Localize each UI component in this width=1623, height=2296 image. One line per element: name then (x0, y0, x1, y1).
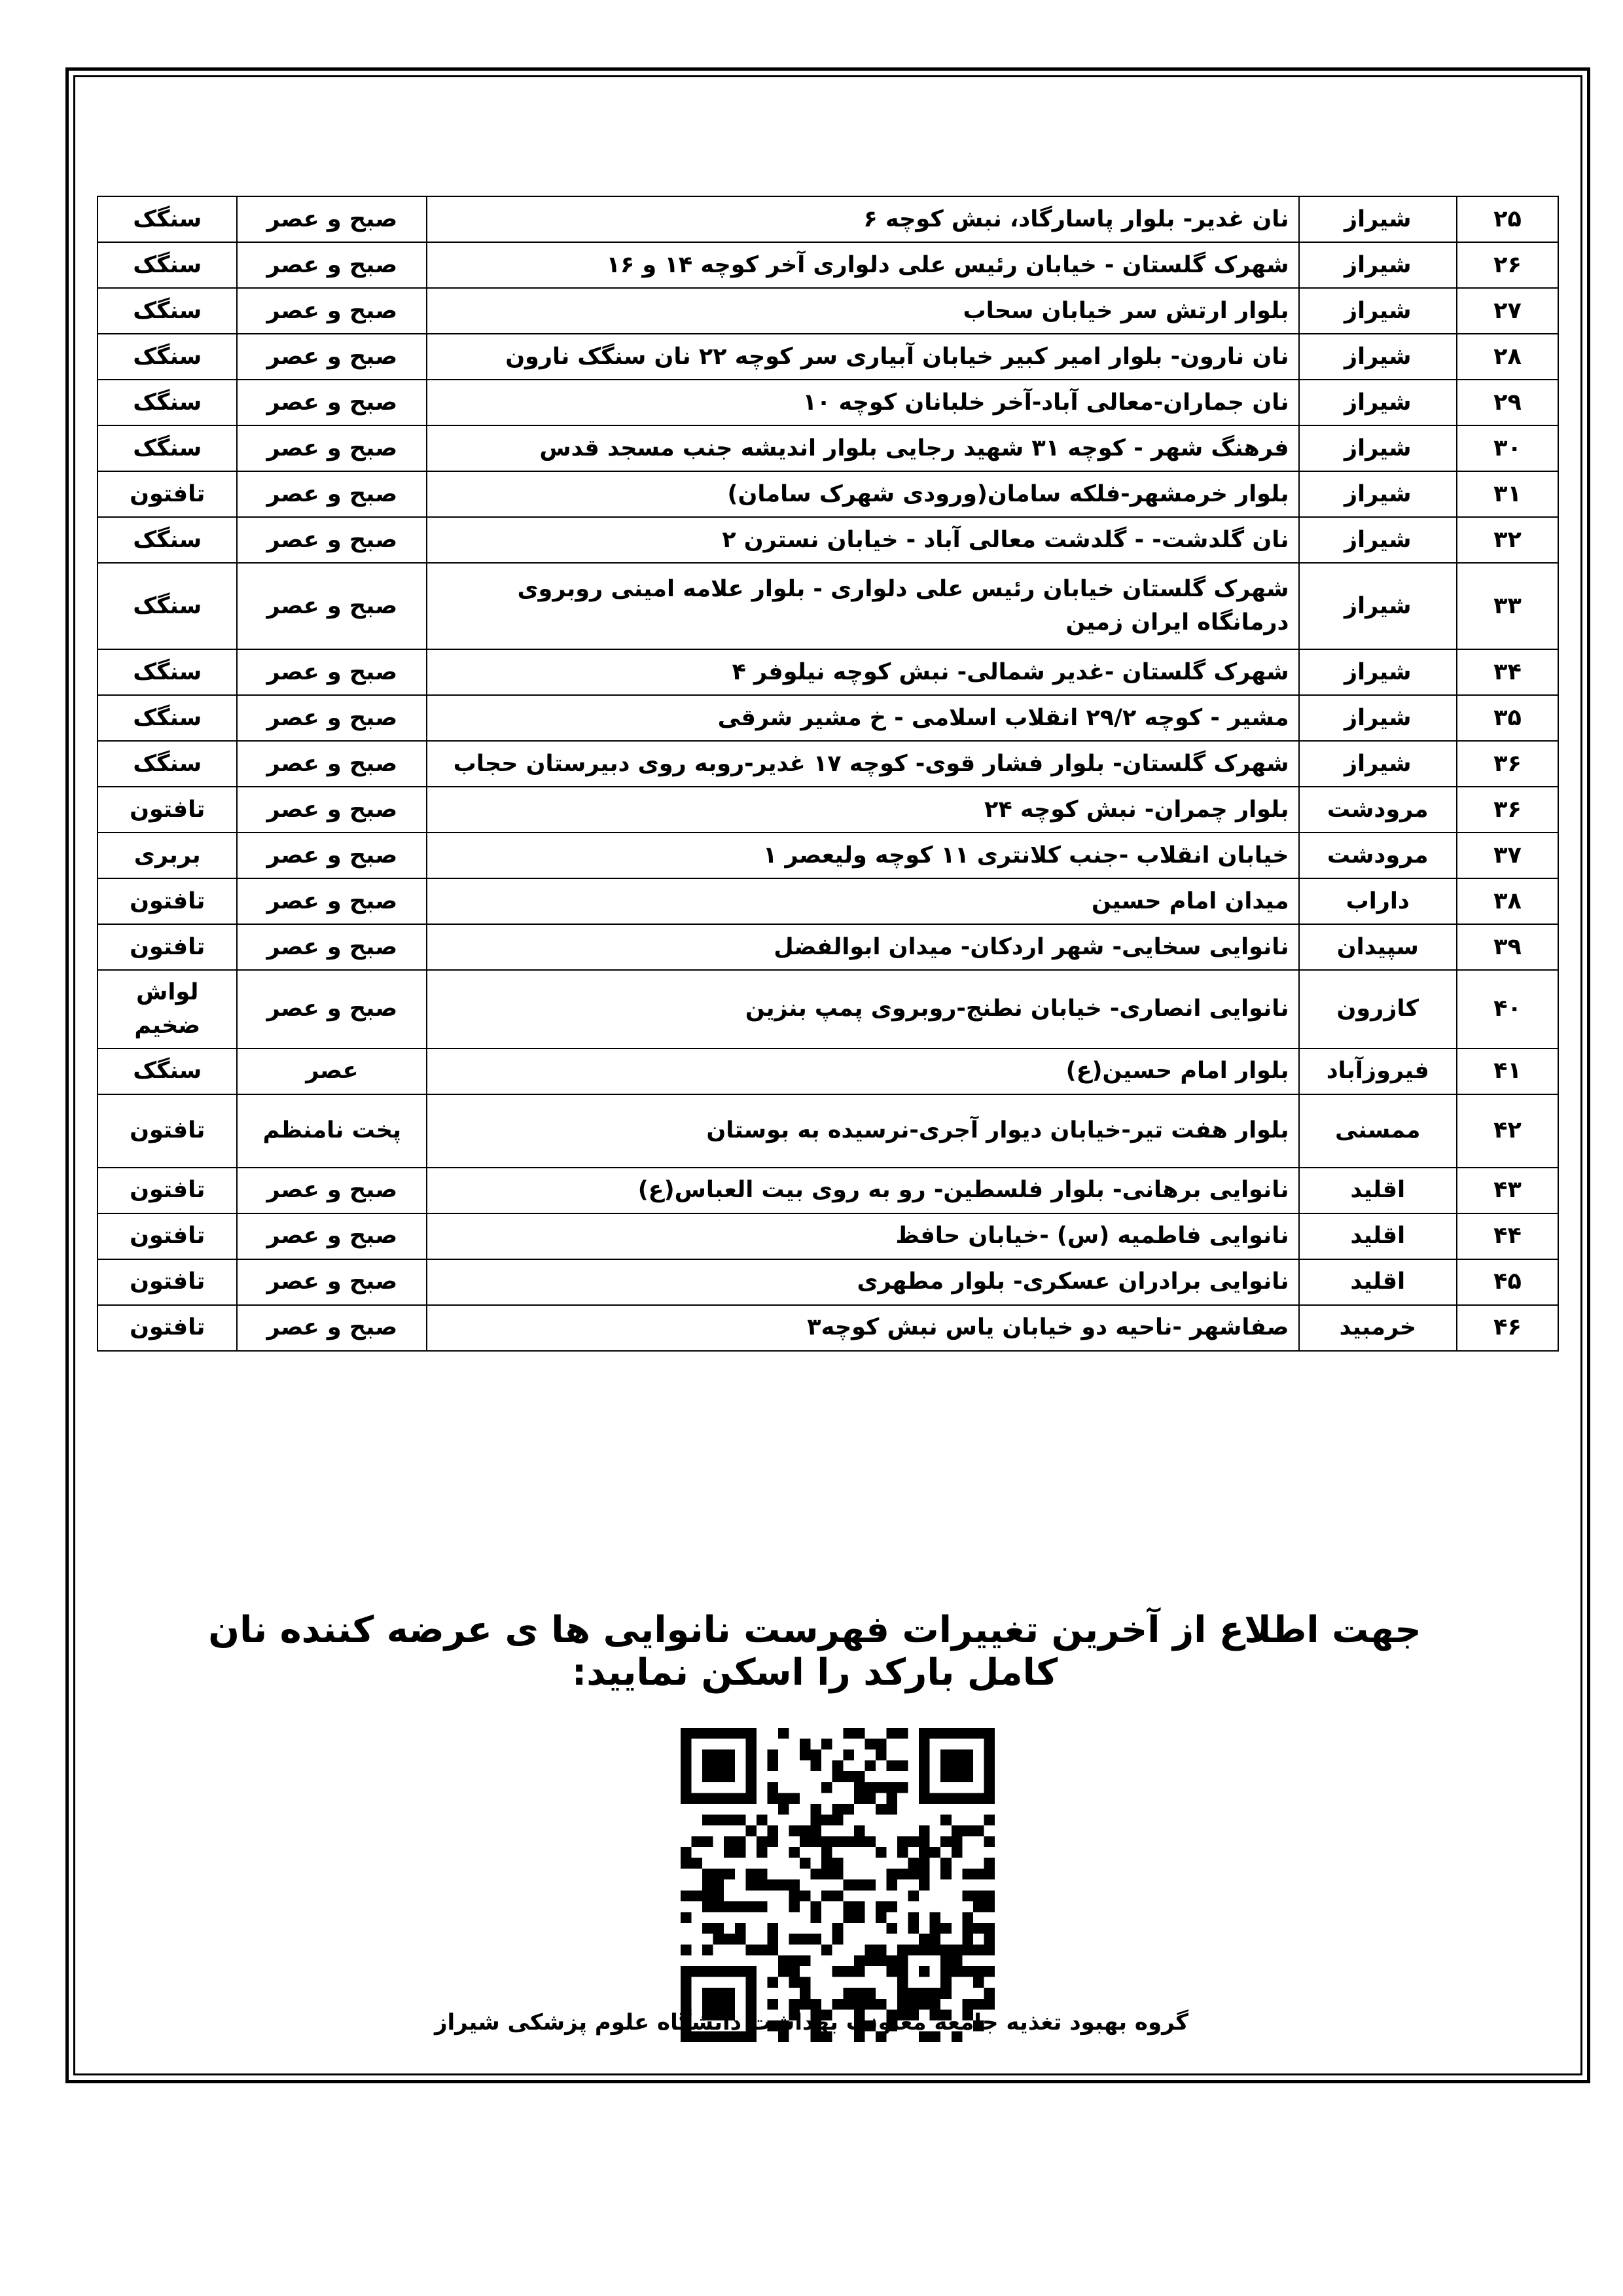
row-number: ۳۹ (1457, 924, 1558, 970)
row-city: سپیدان (1299, 924, 1457, 970)
row-address: نان جماران-معالی آباد-آخر خلبانان کوچه ۱۰ (427, 380, 1298, 425)
row-number: ۳۲ (1457, 517, 1558, 563)
table-row (98, 196, 1558, 242)
row-number: ۳۶ (1457, 787, 1558, 833)
table-row (98, 695, 1558, 741)
table-row (98, 563, 1558, 649)
row-city: شیراز (1299, 288, 1457, 334)
row-number: ۴۳ (1457, 1168, 1558, 1213)
row-time: صبح و عصر (237, 787, 427, 833)
row-number: ۲۶ (1457, 242, 1558, 288)
table-row (98, 1168, 1558, 1213)
row-bread-type: سنگک (98, 196, 237, 242)
row-time: صبح و عصر (237, 334, 427, 380)
row-address: نان گلدشت- - گلدشت معالی آباد - خیابان نسترن ۲ (427, 517, 1298, 563)
row-bread-type: سنگک (98, 517, 237, 563)
row-address: نان غدیر- بلوار پاسارگاد، نبش کوچه ۶ (427, 196, 1298, 242)
row-number: ۳۰ (1457, 425, 1558, 471)
row-number: ۴۶ (1457, 1305, 1558, 1351)
table-row (98, 1305, 1558, 1351)
row-city: شیراز (1299, 471, 1457, 517)
row-address: نانوایی انصاری- خیابان نطنج-روبروی پمپ بنزین (427, 970, 1298, 1049)
row-city: شیراز (1299, 649, 1457, 695)
row-address: میدان امام حسین (427, 878, 1298, 924)
row-number: ۲۸ (1457, 334, 1558, 380)
row-bread-type: سنگک (98, 288, 237, 334)
table-row (98, 425, 1558, 471)
row-time: صبح و عصر (237, 741, 427, 787)
row-city: فیروزآباد (1299, 1049, 1457, 1094)
row-address: بلوار ارتش سر خیابان سحاب (427, 288, 1298, 334)
row-city: داراب (1299, 878, 1457, 924)
table-row (98, 787, 1558, 833)
row-number: ۲۷ (1457, 288, 1558, 334)
row-number: ۳۵ (1457, 695, 1558, 741)
row-city: ممسنی (1299, 1094, 1457, 1168)
scan-notice: جهت اطلاع از آخرین تغییرات فهرست نانوایی ها ی عرضه کننده نان کامل بارکد را اسکن نمایید: (208, 1609, 1421, 1694)
row-address: نانوایی سخایی- شهر اردکان- میدان ابوالفضل (427, 924, 1298, 970)
row-address: بلوار امام حسین(ع) (427, 1049, 1298, 1094)
row-number: ۴۵ (1457, 1259, 1558, 1305)
row-bread-type: تافتون (98, 924, 237, 970)
row-address: نانوایی برادران عسکری- بلوار مطهری (427, 1259, 1298, 1305)
row-bread-type: تافتون (98, 1305, 237, 1351)
row-number: ۲۵ (1457, 196, 1558, 242)
table-row (98, 741, 1558, 787)
row-bread-type: تافتون (98, 1094, 237, 1168)
row-city: شیراز (1299, 741, 1457, 787)
row-city: مرودشت (1299, 787, 1457, 833)
row-address: شهرک گلستان- بلوار فشار قوی- کوچه ۱۷ غدیر-روبه روی دبیرستان حجاب (427, 741, 1298, 787)
row-bread-type: تافتون (98, 1168, 237, 1213)
row-time: صبح و عصر (237, 1259, 427, 1305)
row-number: ۳۴ (1457, 649, 1558, 695)
row-city: کازرون (1299, 970, 1457, 1049)
row-address: شهرک گلستان خیابان رئیس علی دلواری - بلوار علامه امینی روبروی درمانگاه ایران زمین (427, 563, 1298, 649)
table-row (98, 471, 1558, 517)
table-row (98, 380, 1558, 425)
row-city: شیراز (1299, 695, 1457, 741)
row-number: ۴۴ (1457, 1213, 1558, 1259)
table-row (98, 242, 1558, 288)
row-time: عصر (237, 1049, 427, 1094)
row-city: شیراز (1299, 380, 1457, 425)
table-row (98, 1213, 1558, 1259)
row-time: صبح و عصر (237, 425, 427, 471)
row-address: فرهنگ شهر - کوچه ۳۱ شهید رجایی بلوار اندیشه جنب مسجد قدس (427, 425, 1298, 471)
row-time: صبح و عصر (237, 380, 427, 425)
row-address: بلوار خرمشهر-فلکه سامان(ورودی شهرک سامان) (427, 471, 1298, 517)
row-number: ۳۶ (1457, 741, 1558, 787)
table-row (98, 1094, 1558, 1168)
row-city: شیراز (1299, 196, 1457, 242)
table-row (98, 878, 1558, 924)
row-address: نانوایی فاطمیه (س) -خیابان حافظ (427, 1213, 1298, 1259)
row-bread-type: سنگک (98, 695, 237, 741)
table-row (98, 517, 1558, 563)
row-bread-type: سنگک (98, 425, 237, 471)
row-address: بلوار چمران- نبش کوچه ۲۴ (427, 787, 1298, 833)
footer-credit: گروه بهبود تغذیه جامعه معاونت بهداشت دانشگاه علوم پزشکی شیراز (434, 2009, 1189, 2036)
row-time: صبح و عصر (237, 833, 427, 878)
row-city: اقلید (1299, 1259, 1457, 1305)
table-row (98, 649, 1558, 695)
row-city: شیراز (1299, 425, 1457, 471)
row-bread-type: تافتون (98, 787, 237, 833)
row-time: صبح و عصر (237, 1305, 427, 1351)
row-bread-type: تافتون (98, 1213, 237, 1259)
row-bread-type: تافتون (98, 471, 237, 517)
row-city: شیراز (1299, 517, 1457, 563)
row-number: ۳۷ (1457, 833, 1558, 878)
row-address: صفاشهر -ناحیه دو خیابان یاس نبش کوچه۳ (427, 1305, 1298, 1351)
row-city: اقلید (1299, 1168, 1457, 1213)
row-number: ۲۹ (1457, 380, 1558, 425)
row-address: خیابان انقلاب -جنب کلانتری ۱۱ کوچه ولیعصر ۱ (427, 833, 1298, 878)
row-time: صبح و عصر (237, 1168, 427, 1213)
row-city: خرمبید (1299, 1305, 1457, 1351)
row-city: مرودشت (1299, 833, 1457, 878)
table-row (98, 334, 1558, 380)
row-number: ۳۸ (1457, 878, 1558, 924)
row-time: صبح و عصر (237, 517, 427, 563)
row-time: صبح و عصر (237, 471, 427, 517)
row-bread-type: سنگک (98, 334, 237, 380)
row-bread-type: سنگک (98, 380, 237, 425)
table-row (98, 1259, 1558, 1305)
row-address: مشیر - کوچه ۲۹/۲ انقلاب اسلامی - خ مشیر شرقی (427, 695, 1298, 741)
row-bread-type: سنگک (98, 563, 237, 649)
row-time: صبح و عصر (237, 878, 427, 924)
bakery-table (97, 196, 1559, 1352)
row-time: صبح و عصر (237, 695, 427, 741)
row-address: شهرک گلستان -غدیر شمالی- نبش کوچه نیلوفر ۴ (427, 649, 1298, 695)
row-address: نانوایی برهانی- بلوار فلسطین- رو به روی بیت العباس(ع) (427, 1168, 1298, 1213)
row-city: شیراز (1299, 242, 1457, 288)
row-bread-type: لواش ضخیم (98, 970, 237, 1049)
row-bread-type: سنگک (98, 649, 237, 695)
row-bread-type: تافتون (98, 1259, 237, 1305)
row-time: صبح و عصر (237, 288, 427, 334)
row-address: شهرک گلستان - خیابان رئیس علی دلواری آخر کوچه ۱۴ و ۱۶ (427, 242, 1298, 288)
qr-code[interactable] (681, 1728, 995, 2042)
table-row (98, 833, 1558, 878)
row-bread-type: سنگک (98, 741, 237, 787)
row-address: نان نارون- بلوار امیر کبیر خیابان آبیاری سر کوچه ۲۲ نان سنگک نارون (427, 334, 1298, 380)
table-row (98, 1049, 1558, 1094)
row-time: صبح و عصر (237, 970, 427, 1049)
row-city: شیراز (1299, 334, 1457, 380)
row-time: صبح و عصر (237, 563, 427, 649)
row-time: صبح و عصر (237, 1213, 427, 1259)
row-number: ۴۱ (1457, 1049, 1558, 1094)
row-bread-type: تافتون (98, 878, 237, 924)
table-row (98, 288, 1558, 334)
row-number: ۴۰ (1457, 970, 1558, 1049)
row-bread-type: سنگک (98, 242, 237, 288)
row-city: شیراز (1299, 563, 1457, 649)
row-number: ۳۱ (1457, 471, 1558, 517)
row-bread-type: سنگک (98, 1049, 237, 1094)
row-time: پخت نامنظم (237, 1094, 427, 1168)
row-time: صبح و عصر (237, 924, 427, 970)
row-time: صبح و عصر (237, 196, 427, 242)
table-row (98, 924, 1558, 970)
row-number: ۳۳ (1457, 563, 1558, 649)
row-number: ۴۲ (1457, 1094, 1558, 1168)
table-row (98, 970, 1558, 1049)
row-city: اقلید (1299, 1213, 1457, 1259)
row-bread-type: بربری (98, 833, 237, 878)
row-address: بلوار هفت تیر-خیابان دیوار آجری-نرسیده به بوستان (427, 1094, 1298, 1168)
row-time: صبح و عصر (237, 242, 427, 288)
row-time: صبح و عصر (237, 649, 427, 695)
